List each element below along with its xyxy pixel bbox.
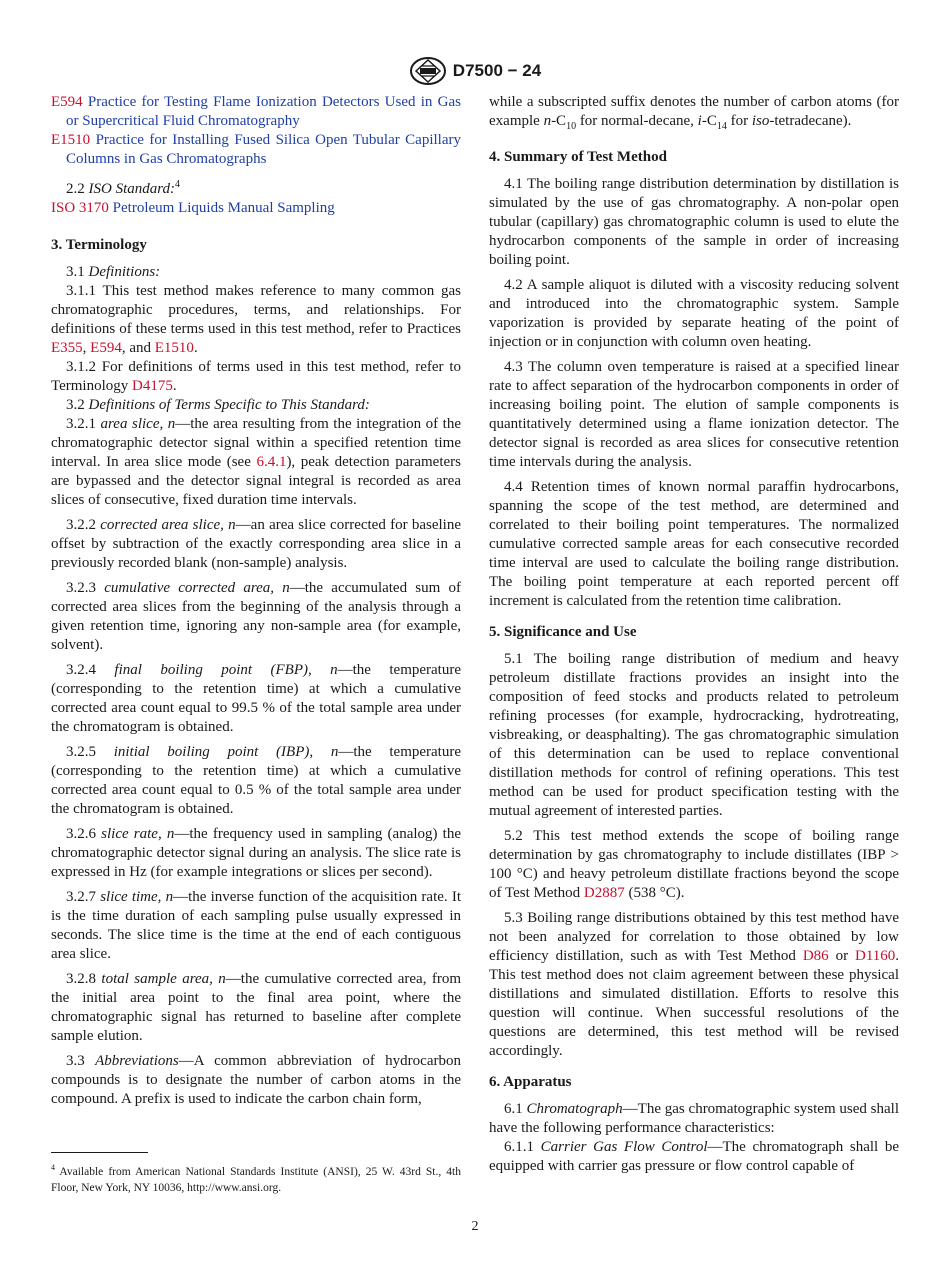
- document-id: D7500 − 24: [452, 61, 542, 80]
- reference-e1510[interactable]: [51, 131, 461, 169]
- ref-title[interactable]: Petroleum Liquids Manual Sampling: [112, 200, 335, 216]
- paragraph-3-1: 3.1 Definitions:: [66, 264, 161, 280]
- paragraph-6-1: 6.1 Chromatograph—The gas chromatographic system used shall have the following performance characteristics:: [489, 1101, 899, 1136]
- paragraph-3-2-2: 3.2.2 corrected area slice, n—an area slice corrected for baseline offset by subtraction of the exactly corresponding area slice in a previously recorded blank (non-sample) analysis.: [51, 517, 462, 571]
- ref-code[interactable]: E594: [51, 94, 83, 110]
- paragraph-3-2: 3.2 Definitions of Terms Specific to This Standard:: [66, 397, 370, 413]
- ref-code[interactable]: ISO 3170: [51, 200, 109, 216]
- left-column: [51, 93, 461, 1109]
- link-d4175[interactable]: D4175: [132, 378, 173, 394]
- section-heading-terminology: 3. Terminology: [51, 237, 147, 253]
- footnote-4: $^4$ Available from American National Standards Institute (ANSI), 25 W. 43rd St., 4th Floor, New York, NY 10036, http://www.ansi.org.: [51, 1163, 461, 1194]
- ref-title[interactable]: Practice for Installing Fused Silica Open Tubular Capillary Columns in Gas Chromatographs: [66, 132, 461, 167]
- paragraph-3-2-6: 3.2.6 slice rate, n—the frequency used in sampling (analog) the chromatographic detector signal during an analysis. The slice rate is expressed in Hz (for example integrations or slices per second).: [51, 826, 462, 880]
- link-d1160[interactable]: D1160: [854, 948, 896, 964]
- paragraph-3-2-5: 3.2.5 initial boiling point (IBP), n—the temperature (corresponding to the retention time) at which a cumulative corrected area count equal to 0.5 % of the total sample area under the chromatogram is obtained.: [51, 744, 461, 817]
- paragraph-5-2: 5.2 This test method extends the scope of boiling range determination by gas chromatography to include distillates (IBP > 100 °C) and heavy petroleum distillate fractions beyond the scope of Test Method D2887 (538 °C).: [489, 828, 899, 901]
- page-header: [0, 56, 950, 91]
- ref-code[interactable]: E1510: [51, 132, 91, 148]
- link-e1510[interactable]: E1510: [154, 340, 194, 356]
- paragraph-4-4: 4.4 Retention times of known normal paraffin hydrocarbons, spanning the scope of the test method, are determined and correlated to their boiling point temperatures. The normalized cumulative corrected sample areas for each consecutive recorded time interval are used to calculate the boiling range distribution. The boiling point temperature at each reported percent off increment is calculated from the retention time calibration.: [489, 479, 899, 609]
- paragraph-3-2-7: 3.2.7 slice time, n—the inverse function of the acquisition rate. It is the time duration of each sampling pulse usually expressed in seconds. The slice time is the time at the end of each contiguous area slice.: [51, 889, 461, 962]
- link-e594[interactable]: E594: [90, 340, 122, 356]
- paragraph-3-3: 3.3 Abbreviations—A common abbreviation of hydrocarbon compounds is to designate the number of carbon atoms in the compound. A prefix is used to indicate the carbon chain form,: [51, 1053, 461, 1107]
- link-e355[interactable]: E355: [51, 340, 83, 356]
- link-d2887[interactable]: D2887: [583, 885, 625, 901]
- paragraph-3-3-continued: while a subscripted suffix denotes the number of carbon atoms (for example $n-C_{10}$ for normal-decane, $i-C_{14}$ for iso-tetradecane).: [489, 94, 899, 132]
- section-heading-summary: 4. Summary of Test Method: [489, 149, 667, 165]
- page-number: 2: [471, 1219, 479, 1234]
- section-heading-significance: 5. Significance and Use: [489, 624, 637, 640]
- paragraph-4-2: 4.2 A sample aliquot is diluted with a viscosity reducing solvent and introduced into the chromatographic system. Sample vaporization is provided by separate heating of the point of injection or in conjunction with column oven heating.: [489, 277, 899, 350]
- link-d86[interactable]: D86: [802, 948, 829, 964]
- paragraph-3-2-1: 3.2.1 area slice, n—the area resulting from the integration of the chromatographic detector signal within a specified retention time interval. In area slice mode (see 6.4.1), peak detection parameters are bypassed and the detector signal integral is recorded as area slices of consecutive, fixed duration time intervals.: [51, 416, 461, 508]
- footnote-divider: [51, 1152, 148, 1153]
- paragraph-3-2-3: 3.2.3 cumulative corrected area, n—the accumulated sum of corrected area slices from the beginning of the analysis through a given retention time, ignoring any non-sample area (for example, solvent).: [51, 580, 462, 653]
- paragraph-3-2-8: 3.2.8 total sample area, n—the cumulative corrected area, from the initial area point to the final area point, where the chromatographic signal has returned to baseline after complete sample elution.: [51, 971, 462, 1044]
- section-heading-apparatus: 6. Apparatus: [489, 1074, 572, 1090]
- paragraph-3-1-1: 3.1.1 This test method makes reference to many common gas chromatographic procedures, terms, and relationships. For definitions of these terms used in this test method, refer to Practices E355, E594, and E1510.: [51, 283, 461, 356]
- paragraph-3-1-2: 3.1.2 For definitions of terms used in this test method, refer to Terminology D4175.: [51, 359, 461, 394]
- reference-iso3170[interactable]: [51, 199, 461, 218]
- paragraph-4-3: 4.3 The column oven temperature is raised at a specified linear rate to affect separation of the hydrocarbon components in order of increasing boiling point. The elution of sample components is quantitatively determined using a flame ionization detector. The detector signal is recorded as area slices for consecutive retention time intervals during the analysis.: [489, 359, 899, 470]
- link-6-4-1[interactable]: 6.4.1: [256, 454, 287, 470]
- paragraph-4-1: 4.1 The boiling range distribution determination by distillation is simulated by the use of gas chromatography. A non-polar open tubular (capillary) gas chromatographic column is used to elute the hydrocarbon components of the sample in order of increasing boiling point.: [489, 176, 899, 268]
- paragraph-5-3: 5.3 Boiling range distributions obtained by this test method have not been analyzed for correlation to those obtained by low efficiency distillation, such as with Test Method D86 or D1160. This test method does not claim agreement between these physical distillations and simulated distillation. Efforts to resolve this question will continue. When successful resolutions of the questions are determined, this test method will be revised accordingly.: [489, 910, 900, 1059]
- iso-standard-heading: 2.2 ISO Standard:$^4$: [66, 179, 181, 197]
- paragraph-6-1-1: 6.1.1 Carrier Gas Flow Control—The chromatograph shall be equipped with carrier gas pressure or flow control capable of: [489, 1139, 900, 1174]
- paragraph-5-1: 5.1 The boiling range distribution of medium and heavy petroleum distillate fractions provides an insight into the composition of feed stocks and products related to petroleum refining processes (for example, hydrocracking, hydrotreating, visbreaking, or deasphalting). The gas chromatographic simulation of this determination can be used to replace conventional distillation methods for control of refining operations. This test method can be used for product specification testing with the mutual agreement of interested parties.: [489, 651, 899, 819]
- reference-e594[interactable]: [51, 93, 461, 131]
- paragraph-3-2-4: 3.2.4 final boiling point (FBP), n—the temperature (corresponding to the retention time) at which a cumulative corrected area count equal to 99.5 % of the total sample area under the chromatogram is obtained.: [51, 662, 462, 735]
- astm-logo-icon: [409, 56, 447, 86]
- ref-title[interactable]: Practice for Testing Flame Ionization Detectors Used in Gas or Supercritical Fluid Chromatography: [66, 94, 461, 129]
- right-column: [489, 93, 899, 1176]
